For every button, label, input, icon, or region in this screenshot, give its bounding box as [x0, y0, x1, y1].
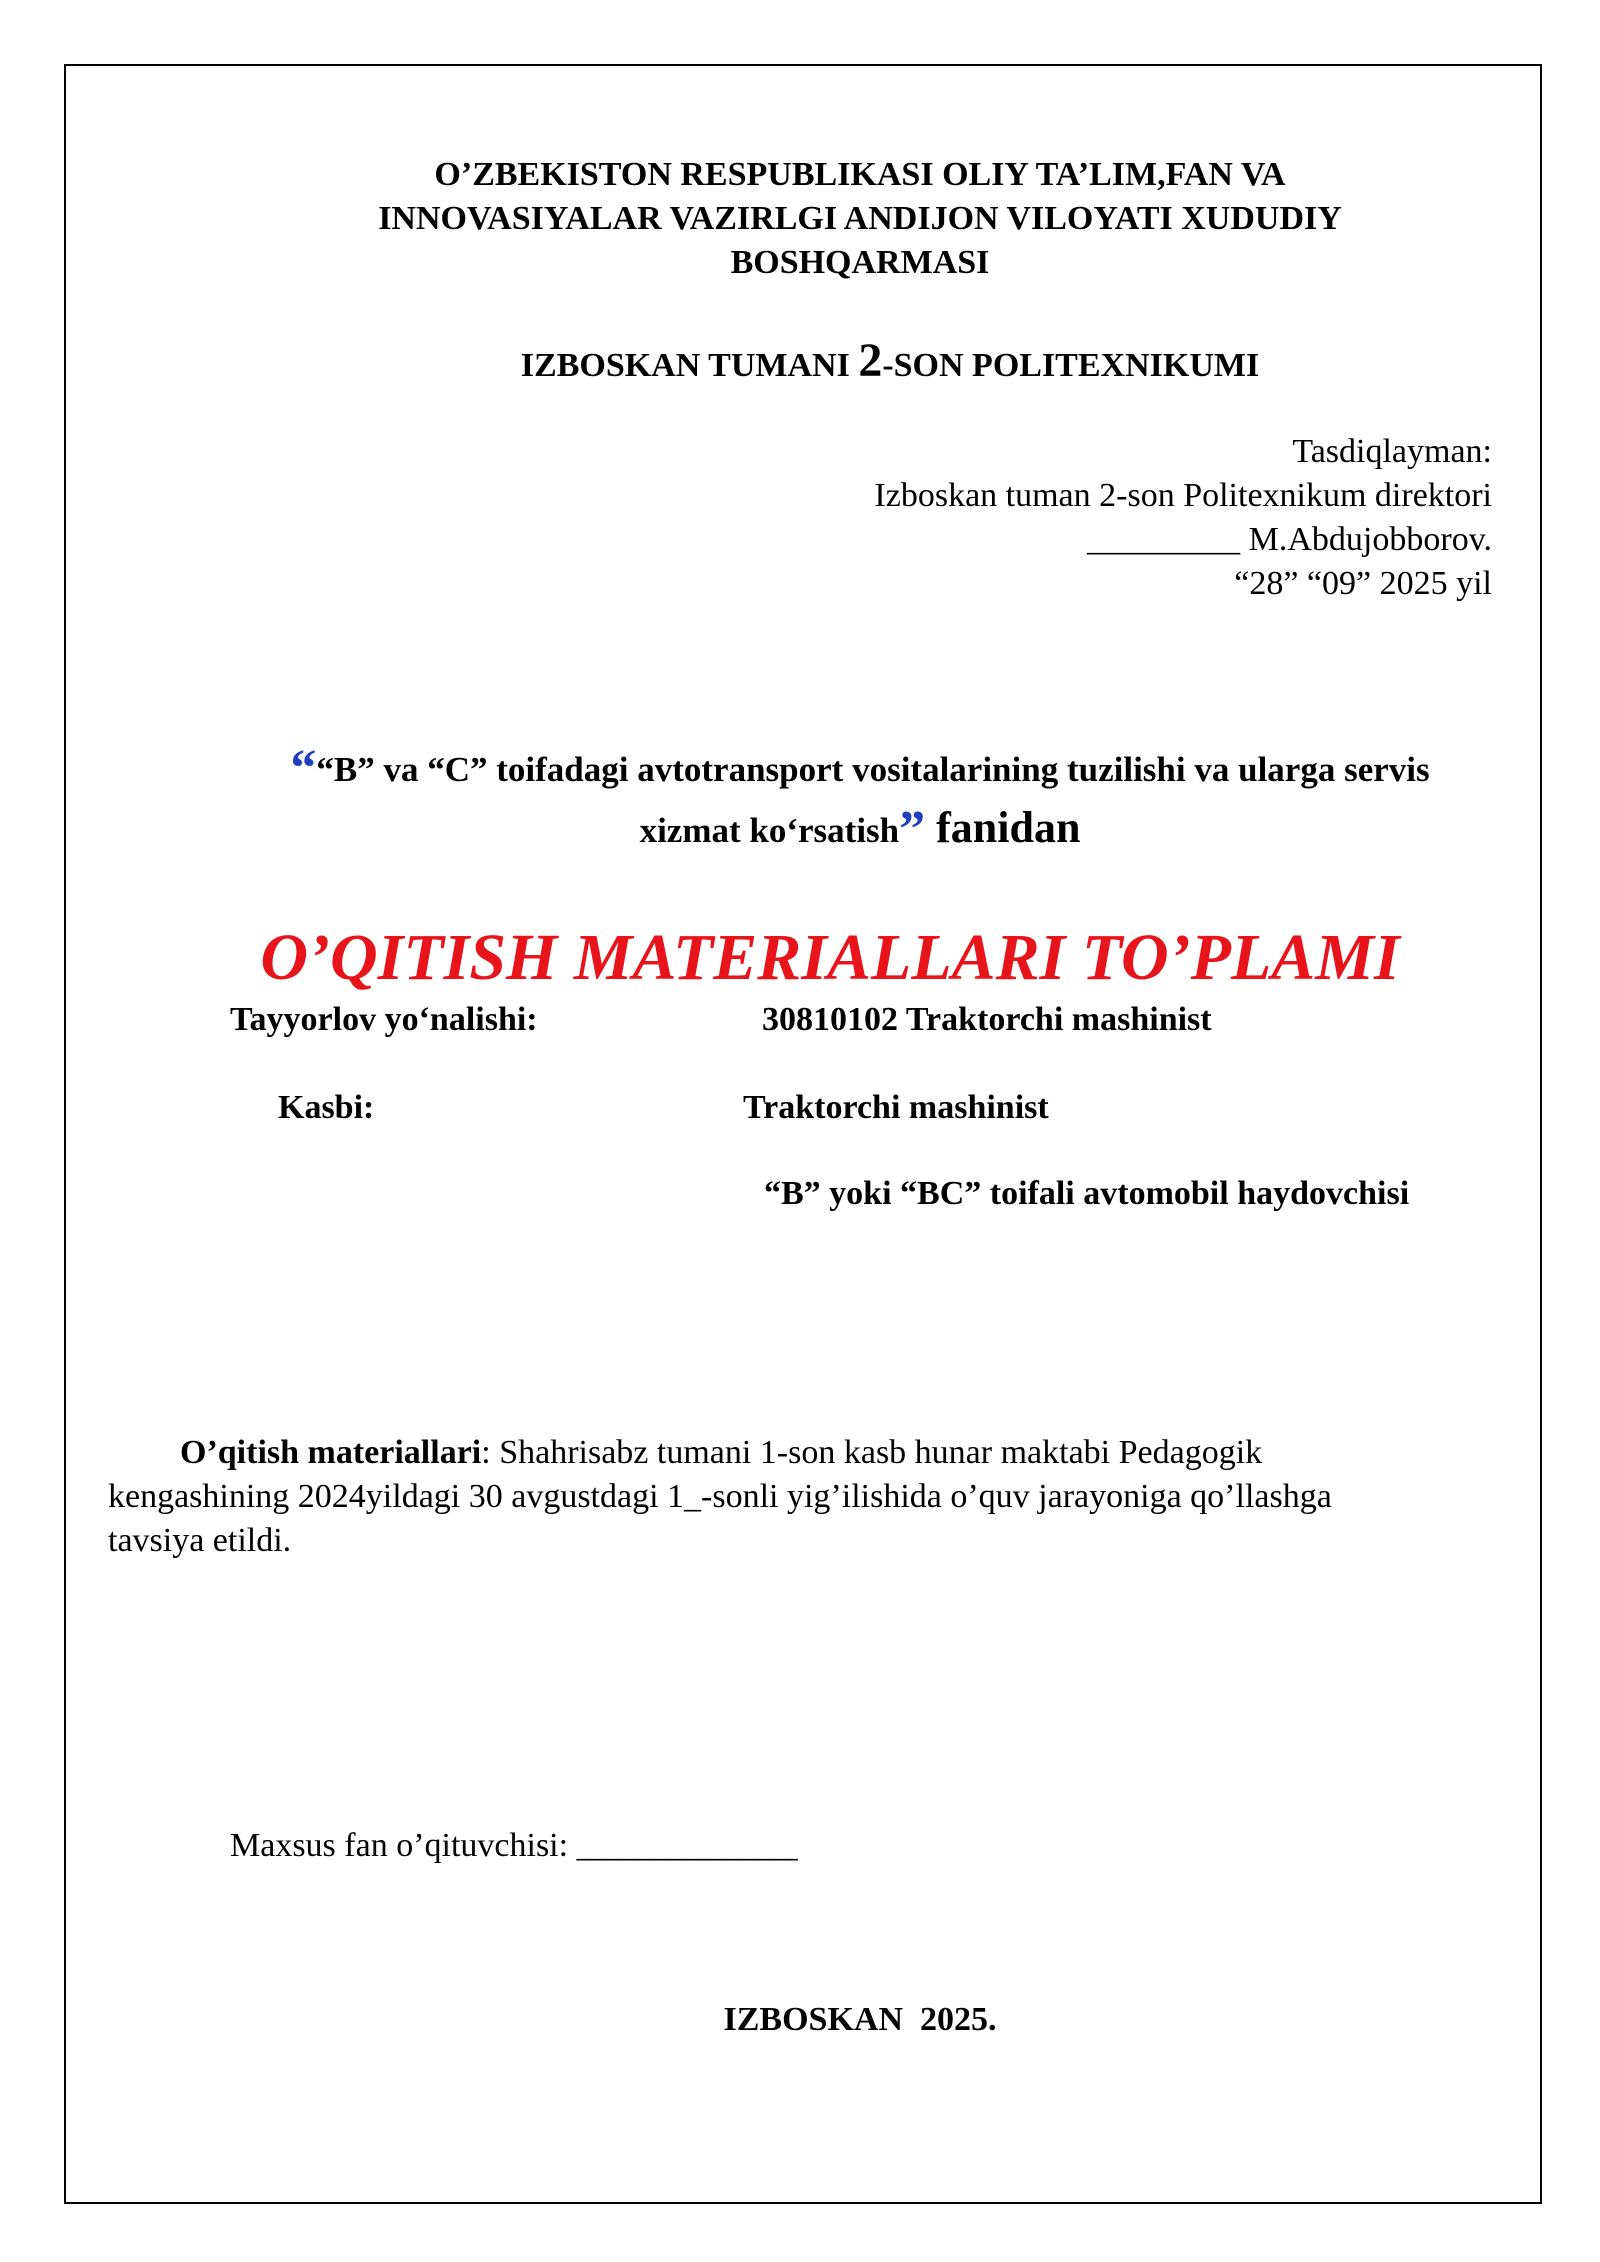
recommendation-paragraph [108, 1431, 1498, 1563]
subject-heading [160, 740, 1560, 860]
profession-value-2: “B” yoki “BC” toifali avtomobil haydovchisi [764, 1175, 1410, 1212]
profession-value-1: Traktorchi mashinist [743, 1089, 1049, 1126]
direction-value: 30810102 Traktorchi mashinist [762, 1001, 1212, 1038]
teacher-label: Maxsus fan o’qituvchisi: [230, 1827, 569, 1864]
college-prefix: IZBOSKAN TUMANI [520, 347, 859, 384]
approval-heading: Tasdiqlayman: [1292, 433, 1492, 470]
ministry-line-1: O’ZBEKISTON RESPUBLIKASI OLIY TA’LIM,FAN VA [434, 156, 1286, 193]
college-suffix: -SON POLITEXNIKUMI [882, 347, 1260, 384]
subject-line-1 [160, 740, 1560, 799]
recommendation-line-1 [108, 1431, 1498, 1475]
teacher-signature-line: _____________ [576, 1827, 798, 1864]
recommendation-line-2: kengashining 2024yildagi 30 avgustdagi 1_-sonli yig’ilishida o’quv jarayoniga qo’llashga [108, 1478, 1332, 1515]
approval-signature-line: _________ [1087, 521, 1241, 558]
college-name [120, 335, 1600, 392]
subject-text-1: “B” va “C” toifadagi avtotransport vositalarining tuzilishi va ularga servis [316, 750, 1430, 789]
recommendation-line-1-rest: : Shahrisabz tumani 1-son kasb hunar maktabi Pedagogik [481, 1434, 1263, 1471]
footer-place-year: IZBOSKAN 2025. [723, 2001, 997, 2038]
college-number: 2 [858, 334, 883, 387]
recommendation-lead: O’qitish materiallari [180, 1434, 482, 1471]
ministry-line-3: BOSHQARMASI [730, 244, 990, 281]
subject-close-quote: ” [899, 801, 926, 858]
direction-label: Tayyorlov yo‘nalishi: [230, 1001, 538, 1038]
ministry-header [120, 153, 1600, 285]
approval-date: “28” “09” 2025 yil [1234, 565, 1492, 602]
profession-label: Kasbi: [278, 1089, 375, 1126]
subject-open-quote: “ [290, 740, 317, 797]
approval-block [874, 430, 1492, 606]
document-title: O’QITISH MATERIALLARI TO’PLAMI [260, 921, 1400, 994]
subject-line-2 [160, 799, 1560, 860]
approval-position: Izboskan tuman 2-son Politexnikum direktori [874, 477, 1492, 514]
recommendation-line-3: tavsiya etildi. [108, 1522, 292, 1559]
director-name: M.Abdujobborov. [1240, 521, 1492, 558]
teacher-signature [230, 1824, 798, 1868]
subject-suffix: fanidan [925, 803, 1081, 852]
ministry-line-2: INNOVASIYALAR VAZIRLGI ANDIJON VILOYATI XUDUDIY [378, 200, 1342, 237]
approval-signature-row [874, 518, 1492, 562]
subject-text-2: xizmat ko‘rsatish [639, 811, 900, 850]
